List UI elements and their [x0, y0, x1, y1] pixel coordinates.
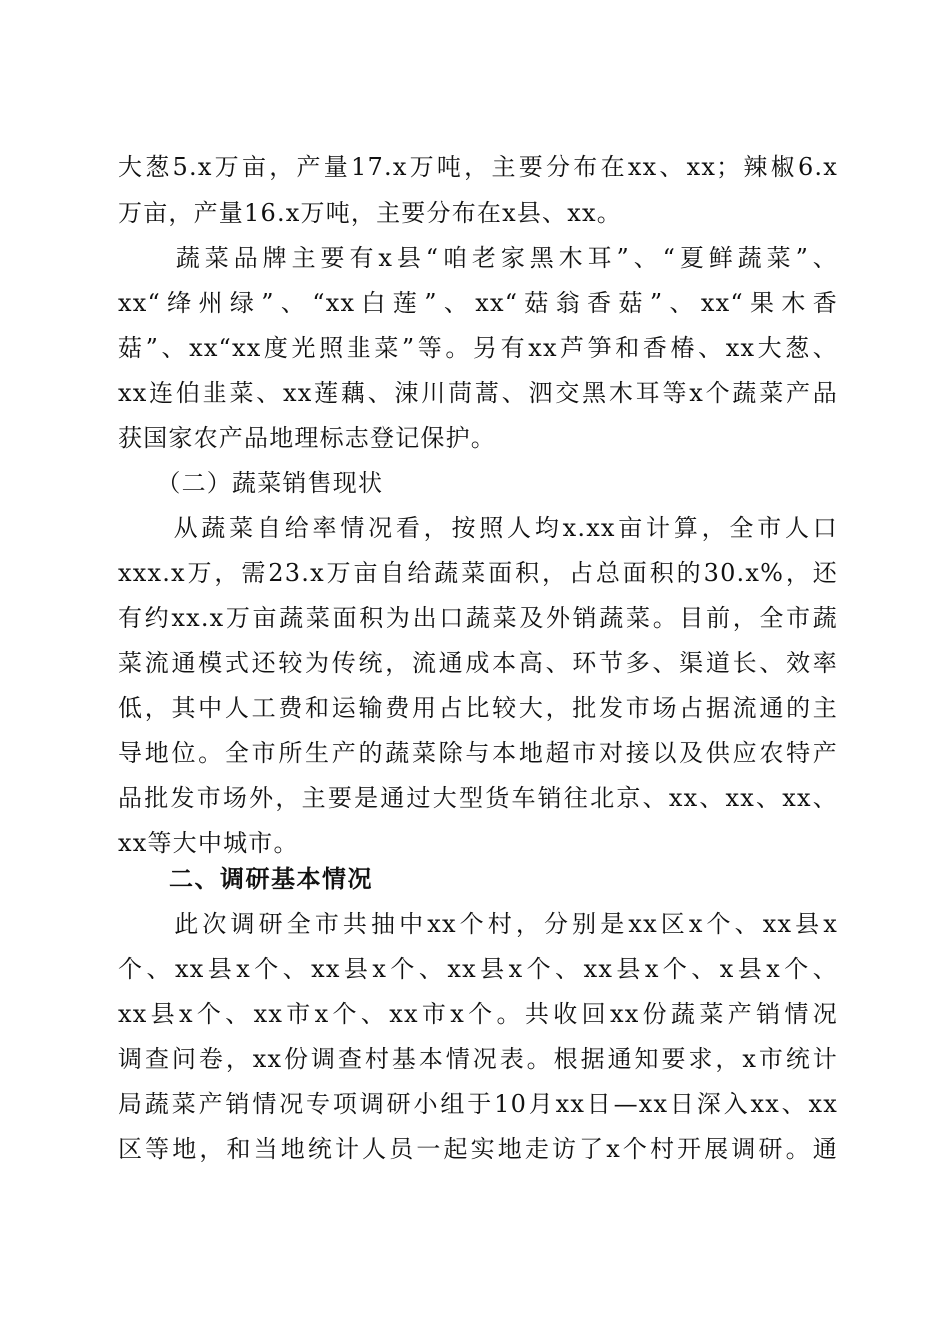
text-line: 菜流通模式还较为传统，流通成本高、环节多、渠道长、效率 — [118, 649, 838, 677]
text-line: xxx.x万，需23.x万亩自给蔬菜面积，占总面积的30.x%，还 — [118, 559, 838, 587]
text-line: 品批发市场外，主要是通过大型货车销往北京、xx、xx、xx、 — [118, 784, 838, 812]
text-line: 从蔬菜自给率情况看，按照人均x.xx亩计算，全市人口 — [118, 514, 838, 542]
text-line: xx“绛州绿”、“xx白莲”、xx“菇翁香菇”、xx“果木香 — [118, 289, 838, 317]
text-line: 大葱5.x万亩，产量17.x万吨，主要分布在xx、xx；辣椒6.x — [118, 153, 838, 181]
text-line: xx连伯韭菜、xx莲藕、涑川茼蒿、泗交黑木耳等x个蔬菜产品 — [118, 379, 838, 407]
text-line: 有约xx.x万亩蔬菜面积为出口蔬菜及外销蔬菜。目前，全市蔬 — [118, 604, 838, 632]
text-line: 局蔬菜产销情况专项调研小组于10月xx日—xx日深入xx、xx — [118, 1090, 838, 1118]
text-line: xx等大中城市。 — [118, 829, 299, 857]
text-line: 万亩，产量16.x万吨，主要分布在x县、xx。 — [118, 199, 622, 227]
text-line: 此次调研全市共抽中xx个村，分别是xx区x个、xx县x — [118, 910, 838, 938]
text-line: 区等地，和当地统计人员一起实地走访了x个村开展调研。通 — [118, 1135, 838, 1163]
text-line: 菇”、xx“xx度光照韭菜”等。另有xx芦笋和香椿、xx大葱、 — [118, 334, 838, 362]
text-line: xx县x个、xx市x个、xx市x个。共收回xx份蔬菜产销情况 — [118, 1000, 838, 1028]
text-line: 调查问卷，xx份调查村基本情况表。根据通知要求，x市统计 — [118, 1045, 838, 1073]
text-line: 获国家农产品地理标志登记保护。 — [118, 424, 496, 452]
section-heading: （二）蔬菜销售现状 — [118, 469, 384, 497]
text-line: 个、xx县x个、xx县x个、xx县x个、xx县x个、x县x个、 — [118, 955, 838, 983]
text-line: 蔬菜品牌主要有x县“咱老家黑木耳”、“夏鲜蔬菜”、 — [118, 244, 838, 272]
text-line: 低，其中人工费和运输费用占比较大，批发市场占据流通的主 — [118, 694, 838, 722]
chapter-heading: 二、调研基本情况 — [118, 865, 373, 893]
text-line: 导地位。全市所生产的蔬菜除与本地超市对接以及供应农特产 — [118, 739, 838, 767]
